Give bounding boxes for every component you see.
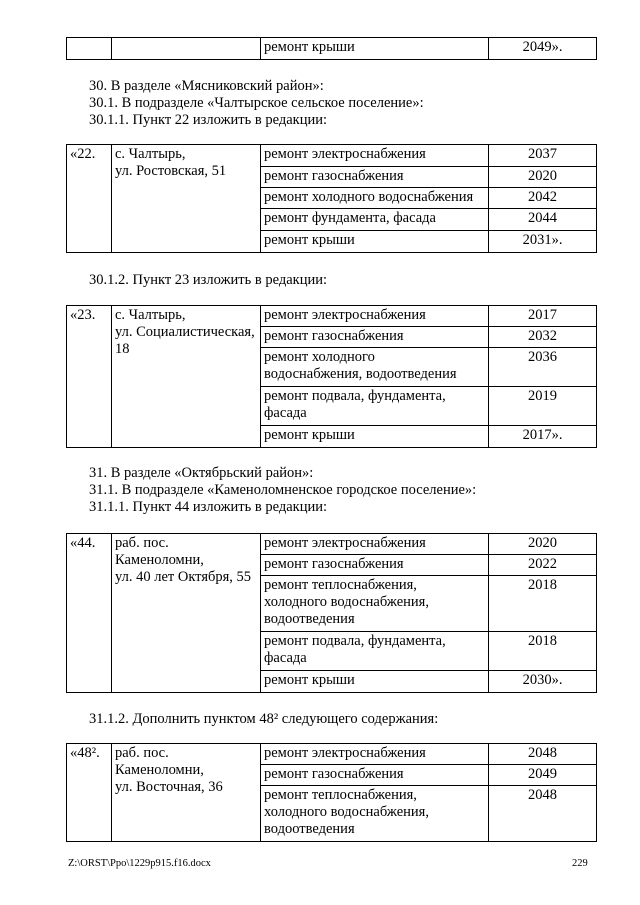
table-row xyxy=(67,744,597,765)
work-line: ремонт теплоснабжения, xyxy=(264,577,417,593)
year-cell: 2044 xyxy=(489,209,597,231)
work-line: ремонт газоснабжения xyxy=(264,556,404,572)
year-cell: 2018 xyxy=(489,632,597,671)
work-cell xyxy=(261,426,489,448)
year-cell: 2017». xyxy=(489,426,597,448)
paragraph-30-1-1: 30.1.1. Пункт 22 изложить в редакции: xyxy=(89,112,328,128)
work-line: водоснабжения, водоотведения xyxy=(264,366,457,382)
work-line: ремонт газоснабжения xyxy=(264,328,404,344)
address-line: ул. Восточная, 36 xyxy=(115,779,223,795)
footer-page-number: 229 xyxy=(572,858,588,869)
work-cell xyxy=(261,671,489,693)
address-line: 18 xyxy=(115,341,130,357)
address-line: раб. пос. xyxy=(115,535,169,551)
work-line: холодного водоснабжения, xyxy=(264,804,429,820)
work-line: водоотведения xyxy=(264,611,355,627)
item-number: «23. xyxy=(67,306,112,448)
address-cell xyxy=(112,145,261,253)
year-cell: 2017 xyxy=(489,306,597,327)
year-cell: 2048 xyxy=(489,744,597,765)
continuation-table xyxy=(66,37,597,60)
work-cell: ремонт крыши xyxy=(261,38,489,60)
paragraph-30-1-2: 30.1.2. Пункт 23 изложить в редакции: xyxy=(89,272,328,288)
address-line: ул. Социалистическая, xyxy=(115,324,255,340)
paragraph-30: 30. В разделе «Мясниковский район»: xyxy=(89,78,324,94)
work-cell: ремонт крыши xyxy=(261,231,489,253)
num-cell xyxy=(67,38,112,60)
paragraph-31-1: 31.1. В подразделе «Каменоломненское городское поселение»: xyxy=(89,482,477,498)
work-cell xyxy=(261,534,489,555)
year-cell: 2049». xyxy=(489,38,597,60)
work-line: ремонт электроснабжения xyxy=(264,745,426,761)
address-cell xyxy=(112,534,261,693)
table-row xyxy=(67,534,597,555)
year-cell: 2037 xyxy=(489,145,597,167)
work-line: ремонт теплоснабжения, xyxy=(264,787,417,803)
work-line: ремонт газоснабжения xyxy=(264,766,404,782)
item-number: «44. xyxy=(67,534,112,693)
work-cell: ремонт холодного водоснабжения xyxy=(261,188,489,209)
year-cell: 2022 xyxy=(489,555,597,576)
address-line: ул. 40 лет Октября, 55 xyxy=(115,569,252,585)
table-item-22 xyxy=(66,144,597,253)
year-cell: 2036 xyxy=(489,348,597,387)
year-cell: 2049 xyxy=(489,765,597,786)
work-line: ремонт подвала, фундамента, xyxy=(264,633,446,649)
address-line: с. Чалтырь, xyxy=(115,146,186,162)
address-cell xyxy=(112,744,261,842)
item-number: «48². xyxy=(67,744,112,842)
work-line: ремонт электроснабжения xyxy=(264,535,426,551)
table-item-23 xyxy=(66,305,597,448)
work-line: ремонт крыши xyxy=(264,427,355,443)
year-cell: 2048 xyxy=(489,786,597,842)
work-line: ремонт холодного xyxy=(264,349,375,365)
paragraph-31: 31. В разделе «Октябрьский район»: xyxy=(89,465,314,481)
address-line: Каменоломни, xyxy=(115,552,204,568)
address-cell xyxy=(112,306,261,448)
year-cell: 2030». xyxy=(489,671,597,693)
table-row xyxy=(67,38,597,60)
year-cell: 2019 xyxy=(489,387,597,426)
year-cell: 2020 xyxy=(489,167,597,188)
address-cell xyxy=(112,38,261,60)
work-cell xyxy=(261,327,489,348)
table-item-44 xyxy=(66,533,597,693)
table-item-48-2 xyxy=(66,743,597,842)
work-cell xyxy=(261,786,489,842)
work-cell xyxy=(261,555,489,576)
year-cell: 2020 xyxy=(489,534,597,555)
work-line: ремонт электроснабжения xyxy=(264,307,426,323)
address-line: Каменоломни, xyxy=(115,762,204,778)
address-line: с. Чалтырь, xyxy=(115,307,186,323)
work-line: ремонт крыши xyxy=(264,672,355,688)
year-cell: 2042 xyxy=(489,188,597,209)
year-cell: 2032 xyxy=(489,327,597,348)
year-cell: 2031». xyxy=(489,231,597,253)
work-line: фасада xyxy=(264,650,307,666)
work-cell: ремонт газоснабжения xyxy=(261,167,489,188)
address-line: ул. Ростовская, 51 xyxy=(115,163,227,179)
work-line: ремонт подвала, фундамента, xyxy=(264,388,446,404)
paragraph-31-1-1: 31.1.1. Пункт 44 изложить в редакции: xyxy=(89,499,328,515)
table-row xyxy=(67,306,597,327)
work-cell: ремонт фундамента, фасада xyxy=(261,209,489,231)
address-line: раб. пос. xyxy=(115,745,169,761)
work-line: водоотведения xyxy=(264,821,355,837)
work-cell: ремонт электроснабжения xyxy=(261,145,489,167)
work-cell xyxy=(261,744,489,765)
footer-file-path: Z:\ORST\Ppo\1229p915.f16.docx xyxy=(68,858,211,869)
paragraph-31-1-2: 31.1.2. Дополнить пунктом 48² следующего содержания: xyxy=(89,711,439,727)
work-cell xyxy=(261,576,489,632)
work-cell xyxy=(261,348,489,387)
work-cell xyxy=(261,765,489,786)
work-cell xyxy=(261,387,489,426)
work-cell xyxy=(261,632,489,671)
work-cell xyxy=(261,306,489,327)
year-cell: 2018 xyxy=(489,576,597,632)
work-line: холодного водоснабжения, xyxy=(264,594,429,610)
work-line: фасада xyxy=(264,405,307,421)
table-row xyxy=(67,145,597,167)
item-number: «22. xyxy=(67,145,112,253)
paragraph-30-1: 30.1. В подразделе «Чалтырское сельское поселение»: xyxy=(89,95,424,111)
